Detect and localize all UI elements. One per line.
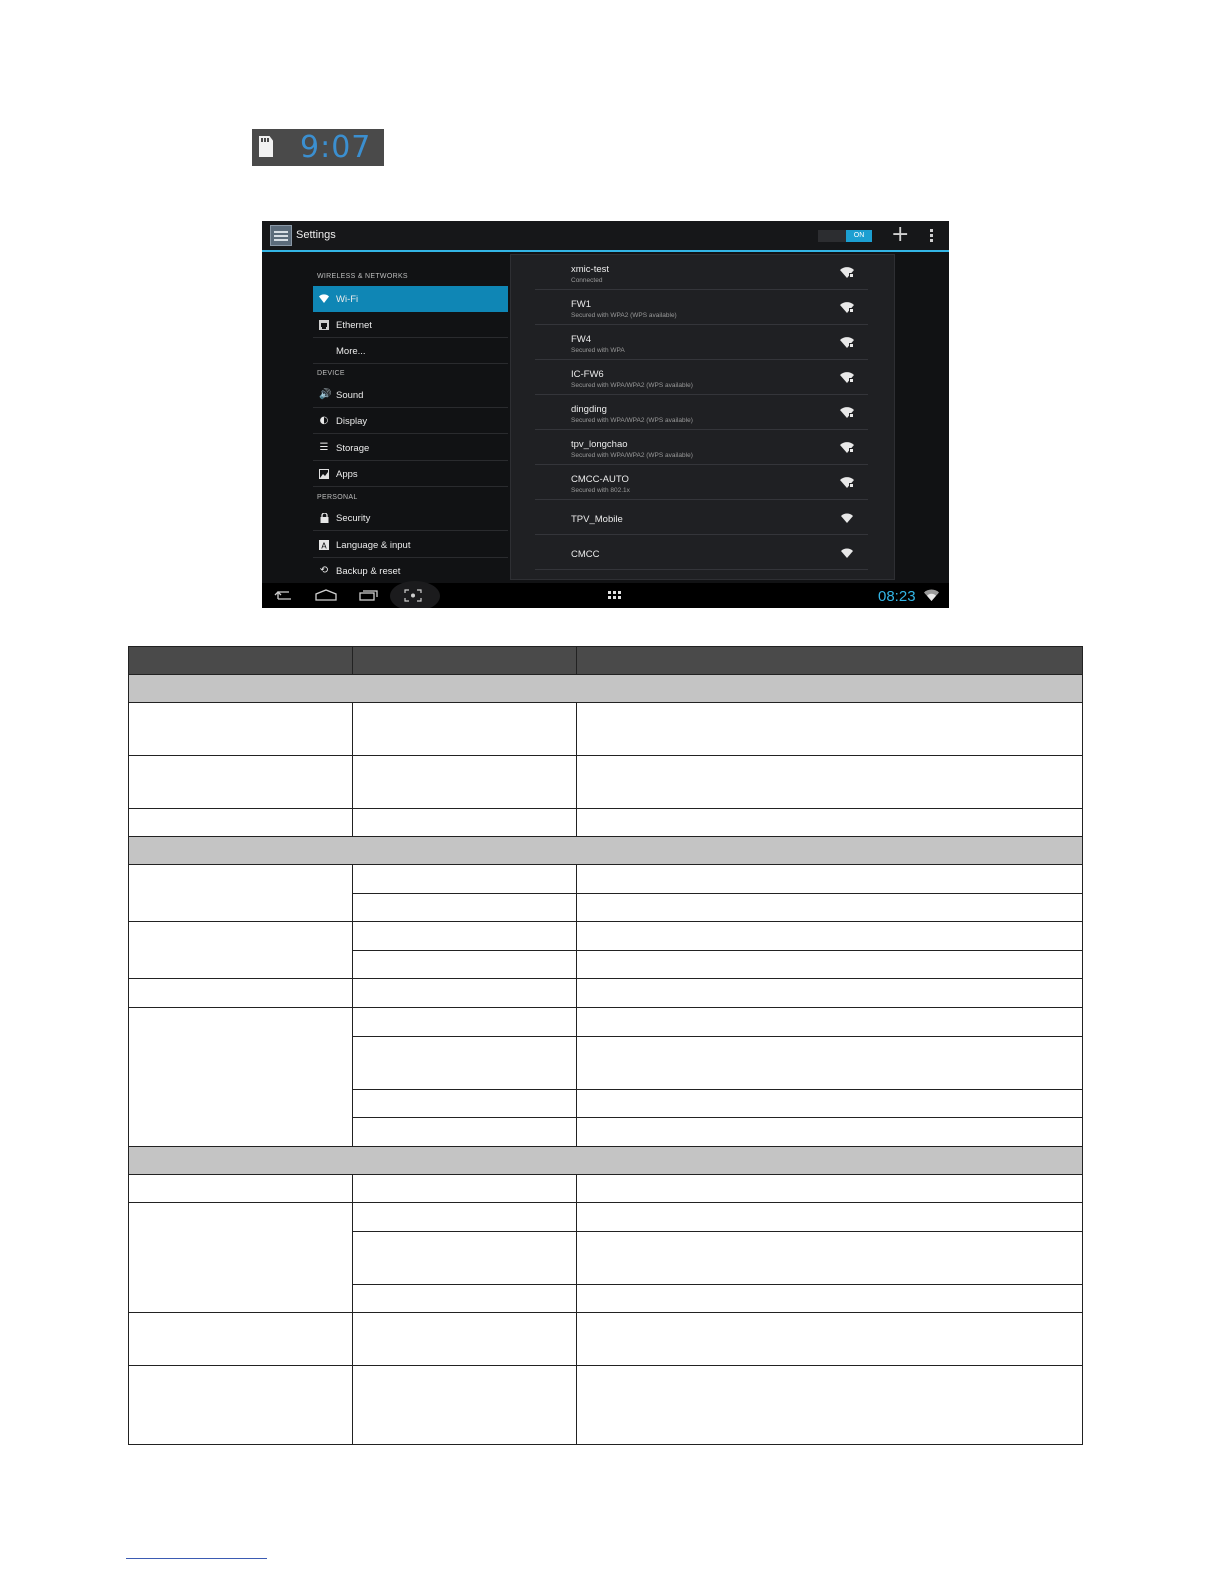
wifi-secured-icon bbox=[840, 407, 854, 418]
table-cell bbox=[129, 979, 353, 1008]
sidebar-item-label: Language & input bbox=[336, 540, 411, 551]
wifi-open-icon bbox=[840, 512, 854, 523]
table-header-cell bbox=[353, 647, 577, 675]
network-ssid: CMCC-AUTO bbox=[571, 474, 629, 485]
sidebar-item-label: Ethernet bbox=[336, 320, 372, 331]
table-cell bbox=[577, 1366, 1083, 1445]
table-cell bbox=[353, 1037, 577, 1090]
ethernet-icon bbox=[319, 320, 329, 330]
table-cell bbox=[353, 922, 577, 951]
table-header-cell bbox=[577, 647, 1083, 675]
recent-apps-icon[interactable] bbox=[359, 589, 379, 601]
table-row bbox=[129, 1313, 1083, 1366]
settings-screenshot bbox=[262, 221, 949, 608]
table-row bbox=[129, 1366, 1083, 1445]
wifi-secured-icon bbox=[840, 337, 854, 348]
status-clock: 08:23 bbox=[878, 588, 916, 605]
sidebar-item-label: Display bbox=[336, 416, 368, 427]
list-item[interactable] bbox=[535, 430, 868, 465]
sidebar-item-apps[interactable] bbox=[313, 461, 508, 487]
brightness-icon: ◐ bbox=[319, 415, 329, 426]
table-row bbox=[129, 865, 1083, 894]
sidebar-item-language[interactable] bbox=[313, 532, 508, 558]
sidebar-item-label: Apps bbox=[336, 469, 358, 480]
network-status: Secured with WPA/WPA2 (WPS available) bbox=[571, 417, 693, 424]
network-ssid: xmic-test bbox=[571, 264, 609, 275]
wifi-network-list bbox=[510, 254, 895, 580]
table-section-cell bbox=[129, 675, 1083, 703]
screenshot-icon[interactable] bbox=[404, 589, 422, 602]
table-cell bbox=[577, 1175, 1083, 1203]
network-status: Secured with WPA/WPA2 (WPS available) bbox=[571, 382, 693, 389]
section-header-personal: PERSONAL bbox=[317, 494, 358, 501]
action-bar bbox=[262, 221, 949, 252]
status-bar-clip bbox=[252, 129, 384, 166]
toggle-on-label: ON bbox=[846, 230, 872, 242]
table-cell bbox=[577, 1008, 1083, 1037]
network-status: Secured with WPA bbox=[571, 347, 625, 354]
section-header-device: DEVICE bbox=[317, 370, 345, 377]
overflow-menu-icon[interactable] bbox=[930, 229, 934, 243]
table-header-cell bbox=[129, 647, 353, 675]
table-cell bbox=[353, 979, 577, 1008]
wifi-secured-icon bbox=[840, 372, 854, 383]
table-cell bbox=[577, 703, 1083, 756]
sidebar-item-display[interactable] bbox=[313, 408, 508, 434]
network-ssid: IC-FW6 bbox=[571, 369, 604, 380]
table-cell bbox=[577, 1232, 1083, 1285]
settings-sidebar bbox=[312, 252, 508, 585]
table-cell bbox=[577, 1285, 1083, 1313]
table-row bbox=[129, 756, 1083, 809]
table-cell bbox=[129, 809, 353, 837]
table-cell bbox=[577, 756, 1083, 809]
network-status: Secured with WPA2 (WPS available) bbox=[571, 312, 677, 319]
system-navigation-bar bbox=[262, 583, 949, 608]
network-ssid: dingding bbox=[571, 404, 607, 415]
sd-card-icon bbox=[259, 136, 273, 157]
sidebar-item-label: Wi-Fi bbox=[336, 294, 359, 305]
wifi-secured-icon bbox=[840, 267, 854, 278]
table-cell bbox=[353, 1175, 577, 1203]
wifi-secured-icon bbox=[840, 302, 854, 313]
page-title: Settings bbox=[296, 229, 336, 241]
section-header-wireless: WIRELESS & NETWORKS bbox=[317, 273, 408, 280]
table-cell bbox=[129, 1366, 353, 1445]
network-status: Secured with 802.1x bbox=[571, 487, 630, 494]
footnote-rule bbox=[126, 1558, 267, 1559]
sidebar-item-sound[interactable] bbox=[313, 382, 508, 408]
table-section-row bbox=[129, 837, 1083, 865]
table-row bbox=[129, 1203, 1083, 1232]
table-section-cell bbox=[129, 1147, 1083, 1175]
table-cell bbox=[353, 865, 577, 894]
table-cell bbox=[353, 1232, 577, 1285]
language-icon bbox=[319, 540, 329, 550]
network-status: Secured with WPA/WPA2 (WPS available) bbox=[571, 452, 693, 459]
table-cell bbox=[129, 1175, 353, 1203]
table-section-row bbox=[129, 675, 1083, 703]
table-cell bbox=[353, 951, 577, 979]
table-cell bbox=[353, 703, 577, 756]
table-cell bbox=[129, 756, 353, 809]
sidebar-item-more[interactable] bbox=[313, 338, 508, 364]
table-cell bbox=[353, 1118, 577, 1147]
table-cell bbox=[353, 1313, 577, 1366]
sidebar-item-label: Storage bbox=[336, 443, 370, 454]
table-cell bbox=[577, 1118, 1083, 1147]
table-cell bbox=[129, 703, 353, 756]
table-cell bbox=[129, 922, 353, 979]
wifi-secured-icon bbox=[840, 477, 854, 488]
network-status: Connected bbox=[571, 277, 603, 284]
table-section-row bbox=[129, 1147, 1083, 1175]
network-ssid: FW1 bbox=[571, 299, 592, 310]
table-cell bbox=[129, 1313, 353, 1366]
settings-app-icon[interactable] bbox=[270, 225, 292, 246]
sidebar-item-label: Sound bbox=[336, 390, 364, 401]
clock-time: 9:07 bbox=[300, 130, 372, 165]
sidebar-item-backup[interactable] bbox=[313, 558, 508, 584]
lock-icon bbox=[319, 513, 329, 523]
list-item[interactable] bbox=[535, 465, 868, 500]
network-ssid: CMCC bbox=[571, 549, 600, 560]
table-cell bbox=[577, 951, 1083, 979]
table-cell bbox=[353, 1366, 577, 1445]
table-row bbox=[129, 922, 1083, 951]
list-item[interactable] bbox=[535, 255, 868, 290]
speaker-icon: 🔊 bbox=[319, 389, 332, 400]
list-item[interactable] bbox=[535, 325, 868, 360]
table-cell bbox=[577, 979, 1083, 1008]
table-row bbox=[129, 979, 1083, 1008]
sidebar-item-label: Security bbox=[336, 513, 371, 524]
table-cell bbox=[353, 894, 577, 922]
storage-icon: ☰ bbox=[319, 442, 329, 453]
sidebar-item-wifi[interactable] bbox=[313, 286, 508, 312]
table-cell bbox=[577, 809, 1083, 837]
list-item[interactable] bbox=[535, 290, 868, 325]
sidebar-item-ethernet[interactable] bbox=[313, 312, 508, 338]
wifi-toggle[interactable] bbox=[818, 230, 872, 242]
home-icon[interactable] bbox=[315, 589, 337, 601]
wifi-icon bbox=[319, 294, 329, 304]
sidebar-item-storage[interactable] bbox=[313, 435, 508, 461]
table-header-row bbox=[129, 647, 1083, 675]
table-cell bbox=[129, 1008, 353, 1147]
wifi-secured-icon bbox=[840, 442, 854, 453]
network-ssid: tpv_longchao bbox=[571, 439, 628, 450]
sidebar-item-security[interactable] bbox=[313, 505, 508, 531]
table-cell bbox=[129, 865, 353, 922]
table-row bbox=[129, 809, 1083, 837]
network-ssid: TPV_Mobile bbox=[571, 514, 623, 525]
sidebar-item-label: Backup & reset bbox=[336, 566, 401, 577]
plus-icon[interactable]: + bbox=[891, 222, 910, 247]
list-item[interactable] bbox=[535, 360, 868, 395]
sidebar-item-label: More... bbox=[336, 346, 366, 357]
table-cell bbox=[577, 1203, 1083, 1232]
table-row bbox=[129, 1008, 1083, 1037]
table-cell bbox=[577, 1037, 1083, 1090]
table-row bbox=[129, 703, 1083, 756]
list-item[interactable] bbox=[535, 395, 868, 430]
apps-icon bbox=[319, 469, 329, 479]
all-apps-icon[interactable] bbox=[608, 591, 622, 600]
table-cell bbox=[577, 1090, 1083, 1118]
table-cell bbox=[353, 1285, 577, 1313]
table-cell bbox=[577, 865, 1083, 894]
table-cell bbox=[353, 1203, 577, 1232]
list-item[interactable] bbox=[535, 500, 868, 535]
svg-text:A: A bbox=[321, 541, 327, 550]
wifi-open-icon bbox=[840, 547, 854, 558]
backup-icon: ⟲ bbox=[319, 565, 329, 576]
table-cell bbox=[577, 1313, 1083, 1366]
settings-reference-table bbox=[128, 646, 1083, 1445]
table-cell bbox=[577, 894, 1083, 922]
table-cell bbox=[353, 1090, 577, 1118]
table-cell bbox=[129, 1203, 353, 1313]
table-cell bbox=[353, 809, 577, 837]
table-row bbox=[129, 1175, 1083, 1203]
table-cell bbox=[353, 756, 577, 809]
back-icon[interactable] bbox=[274, 589, 294, 601]
table-cell bbox=[353, 1008, 577, 1037]
table-cell bbox=[577, 922, 1083, 951]
list-item[interactable] bbox=[535, 535, 868, 570]
wifi-signal-icon bbox=[924, 589, 939, 601]
table-section-cell bbox=[129, 837, 1083, 865]
network-ssid: FW4 bbox=[571, 334, 592, 345]
